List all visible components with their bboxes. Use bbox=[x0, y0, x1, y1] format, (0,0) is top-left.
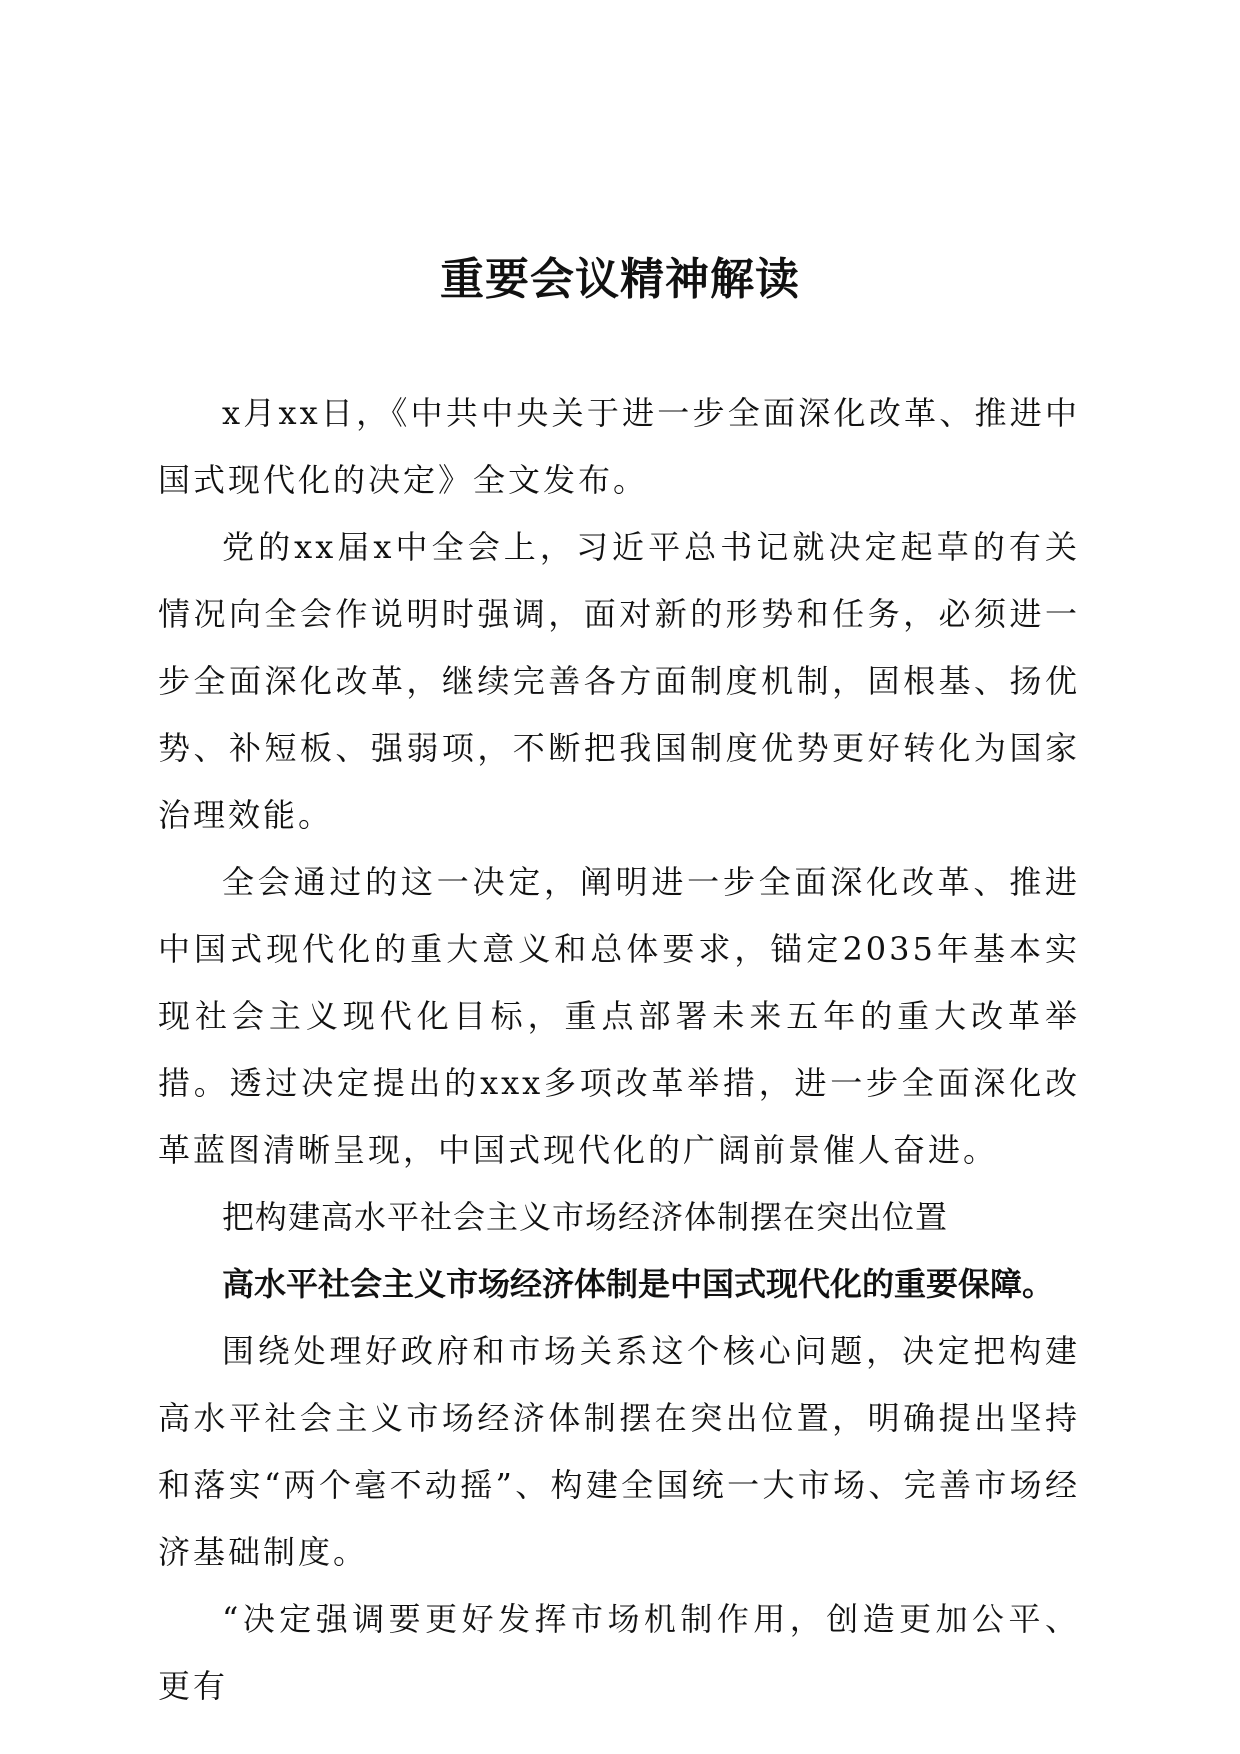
paragraph-3: 全会通过的这一决定，阐明进一步全面深化改革、推进中国式现代化的重大意义和总体要求，锚定2035年基本实现社会主义现代化目标，重点部署未来五年的重大改革举措。透过决定提出的xxx多项改革举措，进一步全面深化改革蓝图清晰呈现，中国式现代化的广阔前景催人奋进。 bbox=[158, 863, 1080, 1169]
paragraph-4: 围绕处理好政府和市场关系这个核心问题，决定把构建高水平社会主义市场经济体制摆在突出位置，明确提出坚持和落实“两个毫不动摇”、构建全国统一大市场、完善市场经济基础制度。 bbox=[158, 1332, 1080, 1571]
paragraph-1: x月xx日，《中共中央关于进一步全面深化改革、推进中国式现代化的决定》全文发布。 bbox=[158, 394, 1080, 499]
paragraph-2: 党的xx届x中全会上，习近平总书记就决定起草的有关情况向全会作说明时强调，面对新的形势和任务，必须进一步全面深化改革，继续完善各方面制度机制，固根基、扬优势、补短板、强弱项，不断把我国制度优势更好转化为国家治理效能。 bbox=[158, 528, 1080, 834]
document-body bbox=[158, 380, 1080, 1720]
section-heading: 把构建高水平社会主义市场经济体制摆在突出位置 bbox=[222, 1198, 949, 1236]
document-title: 重要会议精神解读 bbox=[440, 254, 800, 305]
paragraph-5: “决定强调要更好发挥市场机制作用，创造更加公平、更有 bbox=[158, 1600, 1080, 1705]
bold-lead-sentence: 高水平社会主义市场经济体制是中国式现代化的重要保障。 bbox=[222, 1265, 1055, 1303]
